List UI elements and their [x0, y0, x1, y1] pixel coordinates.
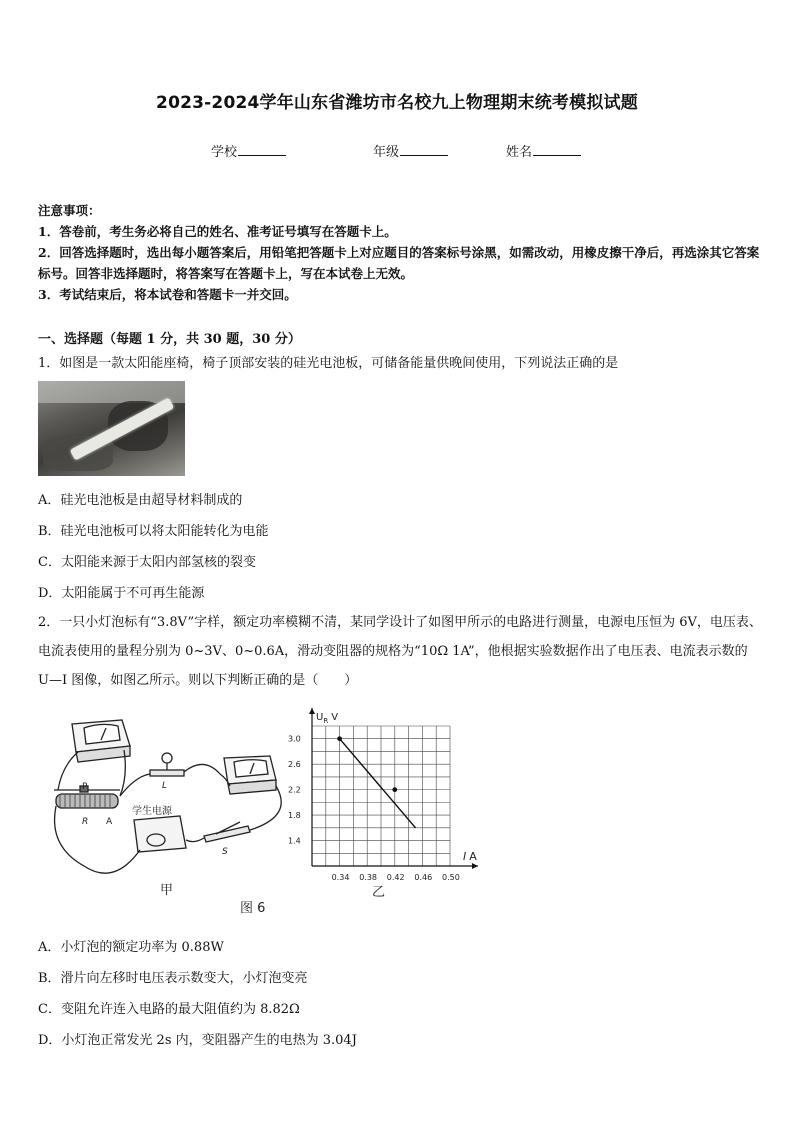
- circuit-caption: 甲: [160, 883, 174, 898]
- y-tick-label: 1.4: [288, 836, 301, 846]
- question-1-option-a: A．硅光电池板是由超导材料制成的: [38, 493, 243, 508]
- question-2-stem: 2．一只小灯泡标有“3.8V”字样，额定功率模糊不清，某同学设计了如图甲所示的电路进行测量，电源电压恒为 6V，电压表、电流表使用的量程分别为 0~3V、0~0.6A，滑动变阻器的规格为“10Ω 1A”，他根据实验数据作出了电压表、电流表示数的 U—I 图像，如图乙所示。则以下判断正确的是（ ）: [38, 615, 762, 688]
- figure-label: 图 6: [240, 901, 266, 916]
- question-2-option-a: A．小灯泡的额定功率为 0.88W: [38, 940, 224, 955]
- circuit-diagram: [44, 716, 306, 916]
- y-tick-label: 1.8: [288, 811, 301, 821]
- question-1-option-b: B．硅光电池板可以将太阳能转化为电能: [38, 524, 269, 539]
- series-line: [340, 739, 416, 828]
- question-1-option-d: D．太阳能属于不可再生能源: [38, 586, 205, 601]
- x-tick-label: 0.50: [442, 873, 460, 882]
- label-l: L: [162, 781, 168, 791]
- y-axis-label: $U_R$ V: [316, 712, 339, 725]
- name-field: [506, 141, 581, 160]
- y-axis-arrow: [309, 708, 315, 714]
- notice-item: 3．考试结束后，将本试卷和答题卡一并交回。: [38, 287, 297, 302]
- x-tick-label: 0.46: [414, 873, 433, 882]
- notice-block: [38, 200, 760, 305]
- x-axis-arrow: [472, 863, 478, 869]
- page-title: 2023-2024学年山东省潍坊市名校九上物理期末统考模拟试题: [156, 93, 638, 113]
- x-tick-label: 0.42: [386, 873, 405, 882]
- graph-caption: 乙: [372, 885, 386, 900]
- school-label: 学校: [211, 145, 238, 160]
- data-point: [392, 787, 397, 792]
- name-label: 姓名: [506, 145, 533, 160]
- x-tick-label: 0.34: [331, 873, 350, 882]
- y-tick-label: 2.2: [288, 785, 301, 795]
- question-1-stem: 1．如图是一款太阳能座椅，椅子顶部安装的硅光电池板，可储备能量供晚间使用，下列说法正确的是: [38, 356, 619, 371]
- label-r: R: [82, 817, 89, 827]
- section-heading: 一、选择题（每题 1 分，共 30 题，30 分）: [38, 332, 301, 347]
- label-p: P: [82, 782, 88, 792]
- question-1-option-c: C．太阳能来源于太阳内部氢核的裂变: [38, 555, 256, 570]
- x-axis-label: I A: [463, 850, 477, 863]
- question-2-option-d: D．小灯泡正常发光 2s 内，变阻器产生的电热为 3.04J: [38, 1033, 357, 1048]
- power-supply-label: 学生电源: [132, 806, 172, 817]
- name-blank: [533, 143, 581, 156]
- grade-blank: [400, 143, 448, 156]
- school-blank: [238, 143, 286, 156]
- question-2-option-b: B．滑片向左移时电压表示数变大，小灯泡变亮: [38, 971, 308, 986]
- grade-label: 年级: [373, 145, 400, 160]
- grade-field: [373, 141, 448, 160]
- solar-chair-photo: [38, 381, 185, 476]
- ui-graph: [280, 702, 490, 902]
- y-tick-label: 3.0: [288, 734, 301, 744]
- school-field: [211, 141, 286, 160]
- question-2-option-c: C．变阻允许连入电路的最大阻值约为 8.82Ω: [38, 1002, 300, 1017]
- notice-item: 1．答卷前，考生务必将自己的姓名、准考证号填写在答题卡上。: [38, 224, 397, 239]
- x-tick-label: 0.38: [359, 873, 378, 882]
- data-point: [337, 736, 342, 741]
- y-tick-label: 2.6: [288, 760, 301, 770]
- notice-item: 2．回答选择题时，选出每小题答案后，用铅笔把答题卡上对应题目的答案标号涂黑，如需改动，用橡皮擦干净后，再选涂其它答案标号。回答非选择题时，将答案写在答题卡上，写在本试卷上无效。: [38, 245, 760, 281]
- notice-heading: 注意事项：: [38, 203, 101, 218]
- label-a: A: [106, 817, 113, 827]
- label-s: S: [222, 847, 228, 857]
